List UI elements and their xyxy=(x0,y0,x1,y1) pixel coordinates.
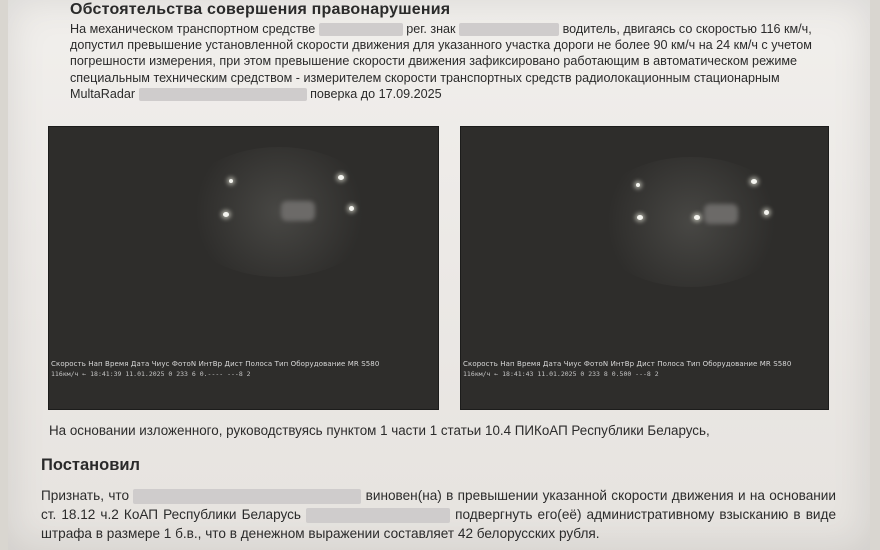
light-spot xyxy=(751,179,757,184)
radar-photo-2 xyxy=(461,127,828,409)
light-spot xyxy=(229,179,233,183)
circumstances-text-4: поверка до 17.09.2025 xyxy=(310,86,442,101)
light-spot xyxy=(223,212,229,217)
light-spot xyxy=(637,215,643,220)
blurred-plate xyxy=(704,204,738,224)
document-page xyxy=(8,0,870,550)
decision-paragraph xyxy=(41,486,836,543)
light-spot xyxy=(338,175,344,180)
blurred-plate xyxy=(281,201,315,221)
light-glow xyxy=(179,147,379,277)
section-title: Обстоятельства совершения правонарушения xyxy=(70,1,451,18)
redacted-device-number xyxy=(139,88,307,101)
decision-text-3: подвергнуть его(её) административному взысканию в виде штрафа в размере 1 б.в., что в денежном выражении составляет 42 белорусских рубля. xyxy=(41,507,837,541)
light-spot xyxy=(636,183,640,187)
light-spot xyxy=(349,206,354,211)
photo-caption-header: Скорость Нап Время Дата Чиус ФотоN ИнтВр Дист Полоса Тип Оборудование MR S580 xyxy=(51,360,380,368)
decision-title: Постановил xyxy=(41,456,140,474)
redacted-decision-part xyxy=(306,508,450,523)
circumstances-text-1: На механическом транспортном средстве xyxy=(70,22,316,36)
circumstances-text-2: рег. знак xyxy=(406,22,456,36)
circumstances-paragraph xyxy=(70,21,835,102)
basis-text: На основании изложенного, руководствуясь пунктом 1 части 1 статьи 10.4 ПИКоАП Республики Беларусь, xyxy=(49,423,710,438)
photo-caption-values: 116км/ч ← 18:41:39 11.01.2025 0 233 6 0.---- ---8 2 xyxy=(51,370,251,378)
radar-photo-1 xyxy=(49,127,438,409)
light-spot xyxy=(694,215,700,220)
light-spot xyxy=(764,210,769,215)
light-glow xyxy=(591,157,791,287)
photo-caption-values: 116км/ч ← 18:41:43 11.01.2025 0 233 8 0.500 ---8 2 xyxy=(463,370,659,378)
redacted-plate xyxy=(459,23,559,36)
decision-text-1: Признать, что xyxy=(41,488,130,503)
decision-text-2: виновен(на) в превышении указанной скорости движения и на основании ст. 18.12 ч.2 КоАП Республики Беларусь xyxy=(41,488,836,522)
redacted-vehicle xyxy=(319,23,403,36)
circumstances-text-3: водитель, двигаясь со скоростью 116 км/ч, допустил превышение установленной скорости движения для указанного участка дороги не более 90 км/ч на 24 км/ч с учетом погрешности измерения, при этом превышение скорости движения зафиксировано работающим в автоматическом режиме специальным техническим средством - измерителем скорости транспортных средств радиолокационным стационарным MultaRadar xyxy=(70,22,812,101)
redacted-person-name xyxy=(133,489,361,504)
photo-caption-header: Скорость Нап Время Дата Чиус ФотоN ИнтВр Дист Полоса Тип Оборудование MR S580 xyxy=(463,360,792,368)
